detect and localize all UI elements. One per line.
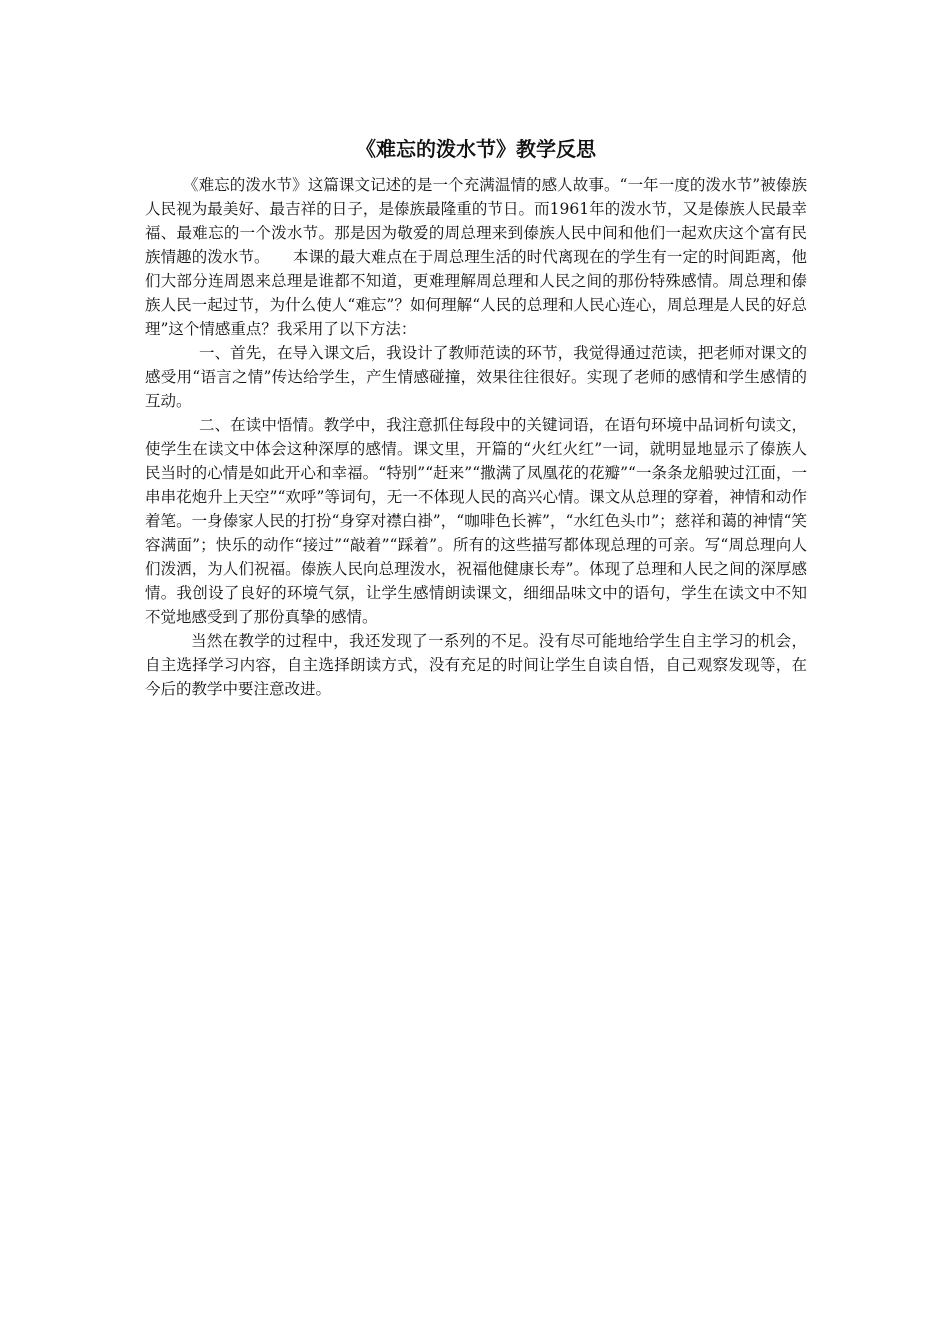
document-body: [145, 173, 807, 701]
document-title: 《难忘的泼水节》教学反思: [356, 137, 596, 161]
paragraph-intro: 《难忘的泼水节》这篇课文记述的是一个充满温情的感人故事。“一年一度的泼水节”被傣族人民视为最美好、最吉祥的日子，是傣族最隆重的节日。而1961年的泼水节，又是傣族人民最幸福、最难忘的一个泼水节。那是因为敬爱的周总理来到傣族人民中间和他们一起欢庆这个富有民族情趣的泼水节。 本课的最大难点在于周总理生活的时代离现在的学生有一定的时间距离，他们大部分连周恩来总理是谁都不知道，更难理解周总理和人民之间的那份特殊感情。周总理和傣族人民一起过节，为什么使人“难忘”？如何理解“人民的总理和人民心连心，周总理是人民的好总理”这个情感重点？我采用了以下方法：: [145, 176, 807, 338]
paragraph-shortcomings: 当然在教学的过程中，我还发现了一系列的不足。没有尽可能地给学生自主学习的机会，自主选择学习内容，自主选择朗读方式，没有充足的时间让学生自读自悟，自己观察发现等，在今后的教学中要注意改进。: [145, 632, 807, 698]
paragraph-method-two: 二、在读中悟情。教学中，我注意抓住每段中的关键词语，在语句环境中品词析句读文，使学生在读文中体会这种深厚的感情。课文里，开篇的“火红火红”一词，就明显地显示了傣族人民当时的心情是如此开心和幸福。“特别”“赶来”“撒满了凤凰花的花瓣”“一条条龙船驶过江面，一串串花炮升上天空”“欢呼”等词句，无一不体现人民的高兴心情。课文从总理的穿着，神情和动作着笔。一身傣家人民的打扮“身穿对襟白褂”，“咖啡色长裤”，“水红色头巾”；慈祥和蔼的神情“笑容满面”；快乐的动作“接过”“敲着”“踩着”。所有的这些描写都体现总理的可亲。写“周总理向人们泼洒，为人们祝福。傣族人民向总理泼水，祝福他健康长寿”。体现了总理和人民之间的深厚感情。我创设了良好的环境气氛，让学生感情朗读课文，细细品味文中的语句，学生在读文中不知不觉地感受到了那份真挚的感情。: [145, 416, 807, 626]
paragraph-method-one: 一、首先，在导入课文后，我设计了教师范读的环节，我觉得通过范读，把老师对课文的感受用“语言之情”传达给学生，产生情感碰撞，效果往往很好。实现了老师的感情和学生感情的互动。: [145, 344, 807, 410]
